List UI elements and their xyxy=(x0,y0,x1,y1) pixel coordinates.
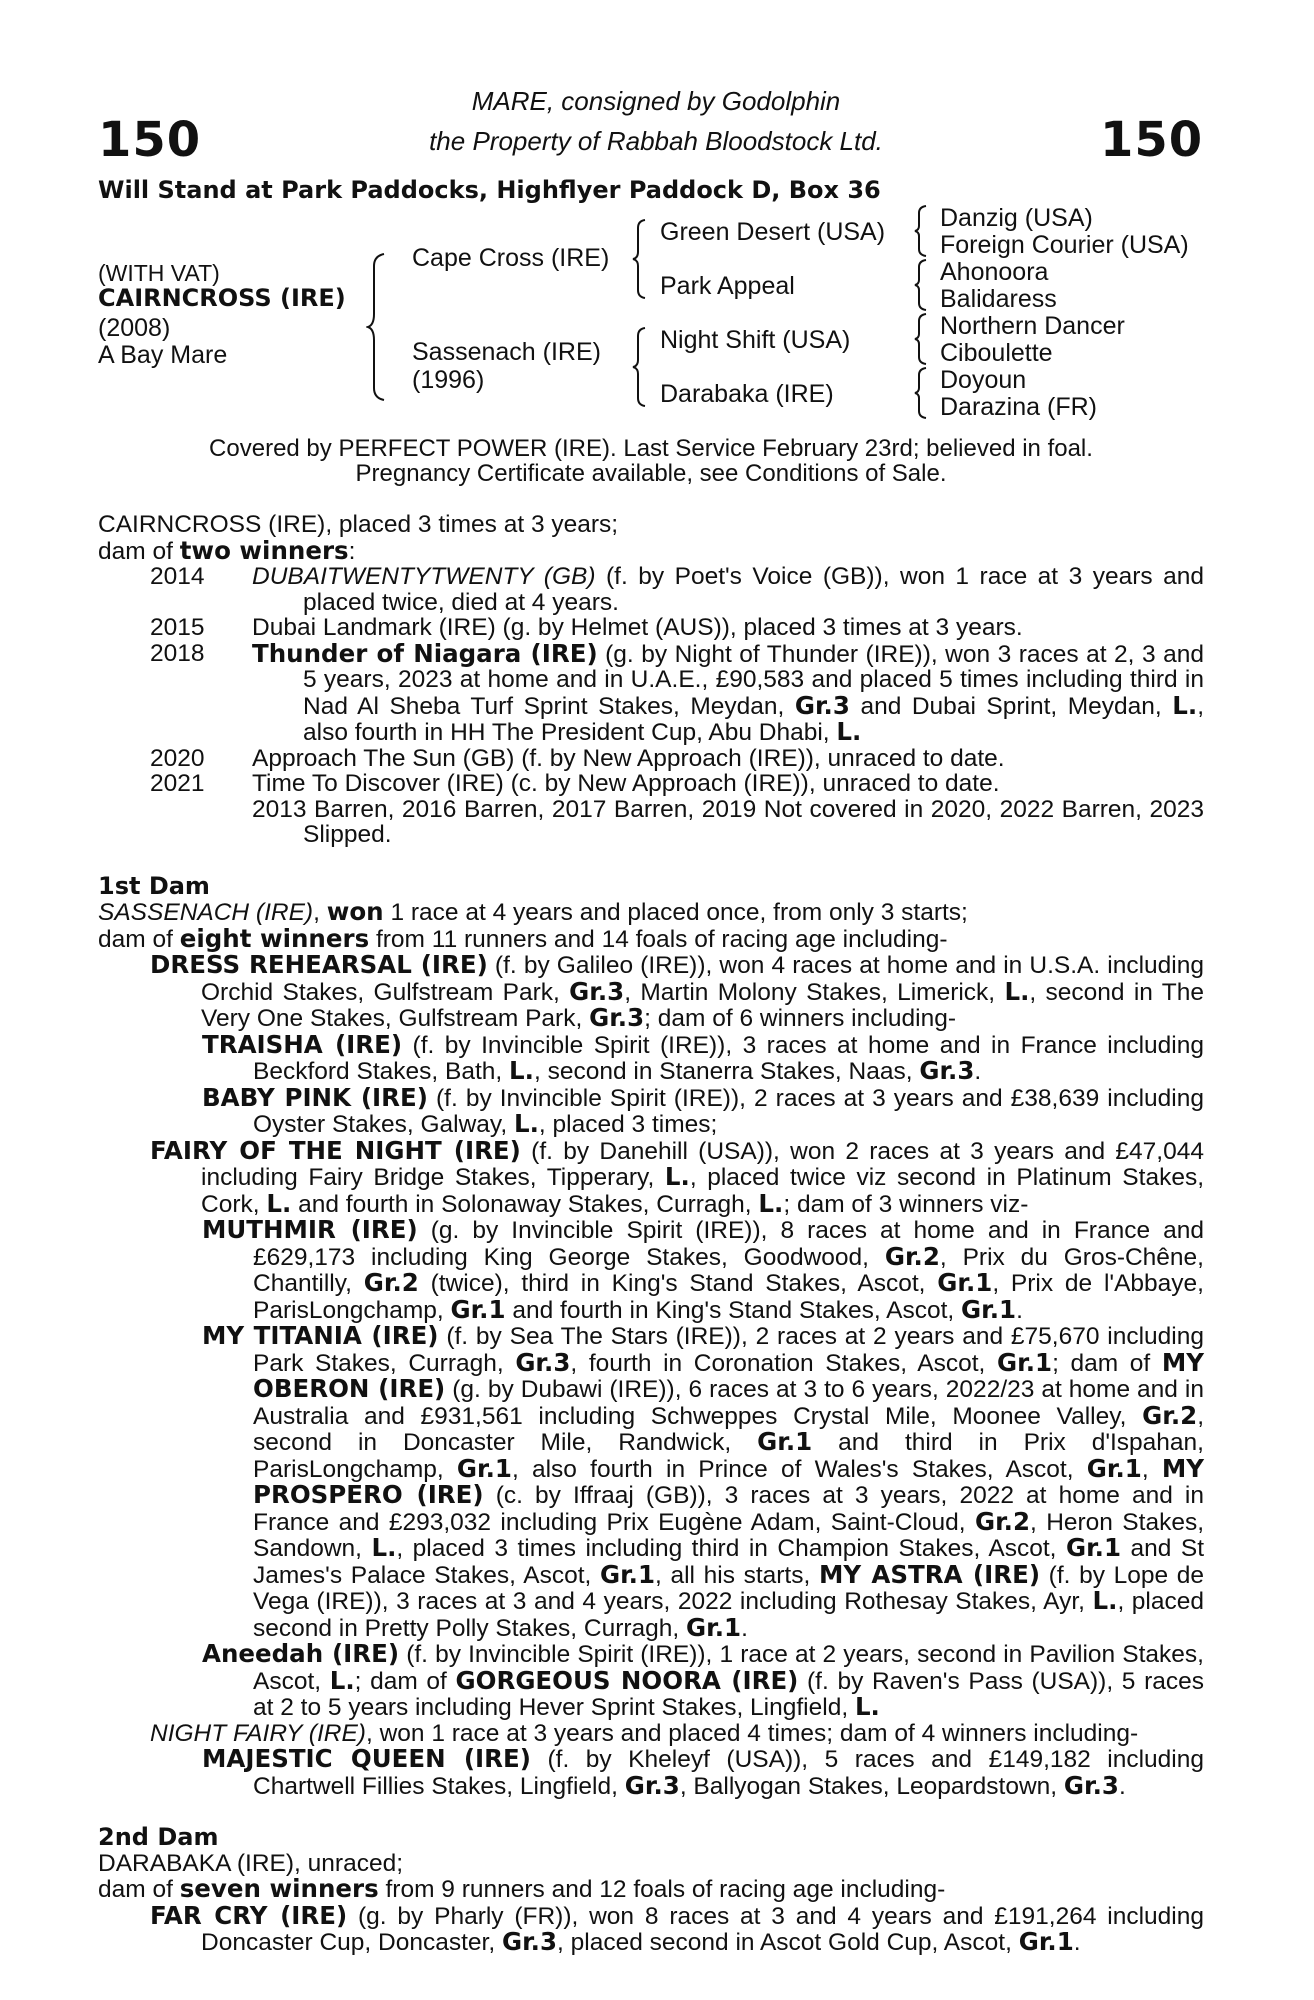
produce-year: 2015 xyxy=(150,614,205,641)
ancestor-1: Danzig (USA) xyxy=(940,204,1093,232)
consignor-line: MARE, consigned by Godolphin xyxy=(471,86,841,116)
brace-gen1 xyxy=(366,252,388,402)
covered-line-1: Covered by PERFECT POWER (IRE). Last Service February 23rd; believed in foal. xyxy=(209,435,1093,462)
text: , placed second in Ascot Gold Cup, Ascot, xyxy=(557,1929,1019,1956)
listed-tag: L. xyxy=(836,717,862,746)
progeny-name: FAIRY OF THE NIGHT (IRE) xyxy=(150,1135,521,1165)
covered-line-2: Pregnancy Certificate available, see Conditions of Sale. xyxy=(355,460,947,487)
text: . xyxy=(1118,1772,1126,1800)
grade-tag: Gr.3 xyxy=(624,1770,680,1800)
text: dam of xyxy=(98,537,180,565)
first-dam-intro: SASSENACH (IRE), won 1 race at 4 years and placed once, from only 3 starts; xyxy=(98,897,968,926)
text: ; dam of 3 winners viz- xyxy=(783,1190,1029,1218)
produce-detail xyxy=(252,615,1204,641)
grade-tag: Gr.1 xyxy=(937,1268,993,1297)
grade-tag: Gr.1 xyxy=(757,1427,813,1456)
text: , Heron Stakes, Sandown, xyxy=(253,1508,1205,1562)
text: . xyxy=(741,1614,748,1642)
grade-tag: Gr.1 xyxy=(997,1347,1053,1377)
dam-name: Sassenach (IRE) xyxy=(412,338,601,366)
second-dam-intro: DARABAKA (IRE), unraced; xyxy=(98,1849,404,1877)
ancestor-6: Ciboulette xyxy=(940,339,1053,367)
produce-year: 2014 xyxy=(150,563,205,590)
dam-dam: Darabaka (IRE) xyxy=(660,380,834,408)
listed-tag: L. xyxy=(509,1056,534,1085)
progeny-entry xyxy=(98,952,1204,1032)
dam-name: SASSENACH (IRE) xyxy=(98,899,314,926)
progeny-name: Aneedah (IRE) xyxy=(202,1639,400,1668)
grade-tag: Gr.1 xyxy=(961,1294,1017,1324)
catalogue-body xyxy=(98,512,1204,1956)
progeny-name: MY TITANIA (IRE) xyxy=(202,1321,439,1350)
text: , Prix du Gros-Chêne, Chantilly, xyxy=(253,1243,1204,1297)
text: , won 1 race at 3 years and placed 4 times; dam of 4 winners including- xyxy=(365,1719,1139,1747)
text: ; dam of 6 winners including- xyxy=(644,1005,956,1032)
mare-dam-of xyxy=(98,535,1204,565)
text: , second in Doncaster Mile, Randwick, xyxy=(253,1402,1204,1456)
text: , second in The Very One Stakes, Gulfstream Park, xyxy=(201,978,1205,1032)
text: (g. by Pharly (FR)), won 8 races at 3 and 4 years and £191,264 including Doncaster Cup, Doncaster, xyxy=(201,1902,1204,1956)
progeny-name: TRAISHA (IRE) xyxy=(202,1029,403,1059)
listed-tag: L. xyxy=(1092,1586,1118,1615)
progeny-name: DRESS REHEARSAL (IRE) xyxy=(150,950,488,979)
vat-note: (WITH VAT) xyxy=(98,260,220,286)
text: (f. by Invincible Spirit (IRE)), 2 races at 3 years and £38,639 including Oyster Stakes, Galway, xyxy=(253,1084,1204,1138)
text: , placed 3 times including third in Champion Stakes, Ascot, xyxy=(396,1535,1066,1562)
ancestor-5: Northern Dancer xyxy=(940,312,1125,340)
grade-tag: Gr.3 xyxy=(919,1056,975,1085)
grade-tag: Gr.3 xyxy=(794,690,850,720)
dam-year: (1996) xyxy=(412,366,485,394)
brace-g4 xyxy=(914,366,928,420)
text: from 9 runners and 12 foals of racing age including- xyxy=(378,1876,946,1903)
won-label: won xyxy=(326,897,384,926)
text: . xyxy=(974,1058,982,1085)
text: (g. by Invincible Spirit (IRE)), 8 races at home and in France and £629,173 including King George Stakes, Goodwood, xyxy=(253,1217,1204,1271)
progeny-name: MY PROSPERO (IRE) xyxy=(253,1453,1204,1509)
ancestor-2: Foreign Courier (USA) xyxy=(940,231,1189,259)
text: 1 race at 4 years and placed once, from only 3 starts; xyxy=(383,899,968,926)
grade-tag: Gr.2 xyxy=(884,1241,940,1271)
text: ; dam of xyxy=(354,1667,456,1695)
produce-year: 2020 xyxy=(150,744,205,772)
progeny-name: MY OBERON (IRE) xyxy=(253,1347,1204,1403)
text: , all his starts, xyxy=(655,1561,819,1589)
text: . xyxy=(1016,1296,1023,1324)
produce-name: DUBAITWENTYTWENTY (GB) xyxy=(252,563,596,590)
text: (f. by Galileo (IRE)), won 4 races at home and in U.S.A. including Orchid Stakes, Gulfstream Park, xyxy=(201,952,1204,1006)
brace-dam xyxy=(632,326,648,408)
text: (f. by Sea The Stars (IRE)), 2 races at 2 years and £75,670 including Park Stakes, Curragh, xyxy=(253,1323,1204,1377)
winners-count: eight winners xyxy=(179,923,370,953)
text: and Dubai Sprint, Meydan, xyxy=(849,692,1173,720)
grade-tag: Gr.2 xyxy=(363,1268,419,1297)
horse-name: CAIRNCROSS (IRE) xyxy=(98,284,346,312)
produce-entry xyxy=(98,564,1204,615)
listed-tag: L. xyxy=(513,1109,539,1138)
grade-tag: Gr.3 xyxy=(501,1927,558,1956)
text: , placed second in Pretty Polly Stakes, Curragh, xyxy=(253,1588,1205,1642)
mare-record-line: CAIRNCROSS (IRE), placed 3 times at 3 years; xyxy=(98,511,619,538)
text: Time To Discover (IRE) (c. by New Approach (IRE)), unraced to date. xyxy=(252,770,1000,797)
text: dam of xyxy=(98,925,180,953)
produce-detail xyxy=(252,771,1204,797)
text: Dubai Landmark (IRE) (g. by Helmet (AUS)), placed 3 times at 3 years. xyxy=(252,614,1023,641)
text: ; dam of xyxy=(1052,1349,1162,1377)
produce-detail xyxy=(252,746,1204,772)
progeny-name: MAJESTIC QUEEN (IRE) xyxy=(202,1744,531,1773)
text: . xyxy=(1073,1929,1081,1956)
text: (f. by Kheleyf (USA)), 5 races and £149,182 including Chartwell Fillies Stakes, Lingfield, xyxy=(253,1746,1204,1800)
ancestor-7: Doyoun xyxy=(940,366,1027,394)
first-dam-heading: 1st Dam xyxy=(98,871,210,900)
horse-year: (2008) xyxy=(98,314,171,342)
lot-number-right: 150 xyxy=(1100,112,1204,168)
grade-tag: Gr.3 xyxy=(515,1347,571,1377)
produce-year: 2018 xyxy=(150,639,205,667)
grade-tag: Gr.1 xyxy=(1018,1927,1074,1956)
text: (f. by Danehill (USA)), won 2 races at 3 years and £47,044 including Fairy Bridge Stakes, Tipperary, xyxy=(201,1137,1204,1191)
progeny-name: BABY PINK (IRE) xyxy=(202,1082,428,1112)
grade-tag: Gr.1 xyxy=(1086,1453,1142,1483)
grade-tag: Gr.3 xyxy=(569,976,625,1006)
second-dam-heading: 2nd Dam xyxy=(98,1823,219,1851)
ancestor-4: Balidaress xyxy=(940,285,1057,313)
produce-entry xyxy=(98,615,1204,641)
progeny-entry xyxy=(98,1029,1204,1085)
progeny-entry xyxy=(98,1323,1204,1641)
winners-count: seven winners xyxy=(179,1874,379,1903)
lot-number-left: 150 xyxy=(98,112,202,168)
text: (f. by Invincible Spirit (IRE)), 3 races at home and in France including Beckford Stakes, Bath, xyxy=(253,1031,1204,1085)
brace-g1 xyxy=(914,204,928,258)
grade-tag: Gr.2 xyxy=(1142,1400,1198,1430)
listed-tag: L. xyxy=(1172,690,1198,720)
produce-detail xyxy=(252,564,1204,615)
text: Approach The Sun (GB) (f. by New Approach (IRE)), unraced to date. xyxy=(252,744,1005,772)
sire-name: Cape Cross (IRE) xyxy=(412,244,610,272)
winners-count: two winners xyxy=(179,535,349,565)
text: (f. by Lope de Vega (IRE)), 3 races at 3 and 4 years, 2022 including Rothesay Stakes, Ayr, xyxy=(253,1561,1204,1615)
produce-note: 2013 Barren, 2016 Barren, 2017 Barren, 2019 Not covered in 2020, 2022 Barren, 2023 Slipped. xyxy=(252,795,1204,848)
listed-tag: L. xyxy=(329,1665,355,1695)
sire-dam: Park Appeal xyxy=(660,272,795,300)
text: (f. by Invincible Spirit (IRE)), 1 race at 2 years, second in Pavilion Stakes, Ascot, xyxy=(253,1641,1204,1695)
first-dam-dam-of xyxy=(98,923,1204,953)
text: dam of xyxy=(98,1876,180,1903)
grade-tag: Gr.3 xyxy=(589,1003,645,1032)
grade-tag: Gr.3 xyxy=(1063,1770,1119,1800)
text: , xyxy=(1141,1455,1162,1483)
produce-entry xyxy=(98,771,1204,797)
text: (f. by Poet's Voice (GB)), won 1 race at 3 years and placed twice, died at 4 years. xyxy=(303,563,1204,616)
produce-entry xyxy=(98,746,1204,772)
progeny-entry xyxy=(98,1746,1204,1799)
text: , placed 3 times; xyxy=(538,1111,718,1138)
brace-sire xyxy=(632,218,648,300)
progeny-name: FAR CRY (IRE) xyxy=(150,1900,348,1930)
horse-description: A Bay Mare xyxy=(98,341,228,369)
ancestor-8: Darazina (FR) xyxy=(940,393,1097,421)
progeny-name: MUTHMIR (IRE) xyxy=(202,1215,418,1244)
ancestor-3: Ahonoora xyxy=(940,258,1049,286)
grade-tag: Gr.2 xyxy=(974,1506,1031,1536)
text: , also fourth in Prince of Wales's Stakes, Ascot, xyxy=(511,1455,1087,1483)
text: and fourth in King's Stand Stakes, Ascot, xyxy=(505,1296,962,1324)
text: , fourth in Coronation Stakes, Ascot, xyxy=(570,1349,997,1377)
listed-tag: L. xyxy=(854,1692,880,1721)
text: and third in Prix d'Ispahan, ParisLongchamp, xyxy=(253,1429,1204,1483)
progeny-entry xyxy=(98,1900,1204,1956)
listed-tag: L. xyxy=(371,1533,397,1562)
second-dam-dam-of xyxy=(98,1876,1204,1903)
listed-tag: L. xyxy=(1004,976,1030,1006)
text: , also fourth in HH The President Cup, Abu Dhabi, xyxy=(303,692,1204,746)
listed-tag: L. xyxy=(266,1188,292,1218)
stand-line: Will Stand at Park Paddocks, Highflyer Paddock D, Box 36 xyxy=(98,176,881,204)
text: : xyxy=(348,537,356,565)
property-line: the Property of Rabbah Bloodstock Ltd. xyxy=(429,126,883,156)
sire-sire: Green Desert (USA) xyxy=(660,218,886,246)
progeny-name: NIGHT FAIRY (IRE) xyxy=(150,1719,366,1747)
produce-year: 2021 xyxy=(150,770,205,797)
dam-sire: Night Shift (USA) xyxy=(660,326,851,354)
produce-entry xyxy=(98,638,1204,746)
progeny-entry xyxy=(98,1135,1205,1218)
produce-name: Thunder of Niagara (IRE) xyxy=(252,638,598,668)
progeny-entry xyxy=(98,1082,1204,1138)
progeny-entry xyxy=(98,1721,1204,1747)
text: , placed twice viz second in Platinum Stakes, Cork, xyxy=(201,1164,1205,1218)
listed-tag: L. xyxy=(758,1188,784,1218)
text: (twice), third in King's Stand Stakes, Ascot, xyxy=(418,1270,938,1297)
progeny-entry xyxy=(98,1641,1204,1721)
brace-g2 xyxy=(914,258,928,312)
text: , second in Stanerra Stakes, Naas, xyxy=(533,1058,920,1085)
brace-g3 xyxy=(914,312,928,366)
grade-tag: Gr.1 xyxy=(599,1559,656,1589)
text: (f. by Raven's Pass (USA)), 5 races at 2 to 5 years including Hever Sprint Stakes, Lingfield, xyxy=(253,1667,1204,1721)
covered-notice xyxy=(98,436,1204,486)
text: and St James's Palace Stakes, Ascot, xyxy=(253,1535,1205,1589)
progeny-entry xyxy=(98,1217,1204,1323)
listed-tag: L. xyxy=(664,1162,690,1191)
text: (g. by Night of Thunder (IRE)), won 3 races at 2, 3 and 5 years, 2023 at home and in U.A.E., £90,583 and placed 5 times including third in Nad Al Sheba Turf Sprint Stakes, Meydan, xyxy=(303,640,1204,720)
text: (c. by Iffraaj (GB)), 3 races at 3 years, 2022 at home and in France and £293,032 including Prix Eugène Adam, Saint-Cloud, xyxy=(253,1482,1204,1536)
grade-tag: Gr.1 xyxy=(450,1294,506,1324)
progeny-name: GORGEOUS NOORA (IRE) xyxy=(455,1665,799,1695)
progeny-name: MY ASTRA (IRE) xyxy=(818,1559,1041,1589)
text: from 11 runners and 14 foals of racing age including- xyxy=(369,925,948,953)
text: , Prix de l'Abbaye, ParisLongchamp, xyxy=(253,1270,1204,1324)
text: , Ballyogan Stakes, Leopardstown, xyxy=(679,1772,1064,1800)
grade-tag: Gr.1 xyxy=(686,1612,742,1642)
grade-tag: Gr.1 xyxy=(1065,1533,1122,1562)
grade-tag: Gr.1 xyxy=(456,1453,512,1483)
text: and fourth in Solonaway Stakes, Curragh, xyxy=(291,1190,759,1218)
produce-detail xyxy=(252,638,1204,746)
text: , Martin Molony Stakes, Limerick, xyxy=(624,978,1005,1006)
text: (g. by Dubawi (IRE)), 6 races at 3 to 6 years, 2022/23 at home and in Australia and £931,561 including Schweppes Crystal Mile, Moonee Valley, xyxy=(253,1376,1204,1430)
